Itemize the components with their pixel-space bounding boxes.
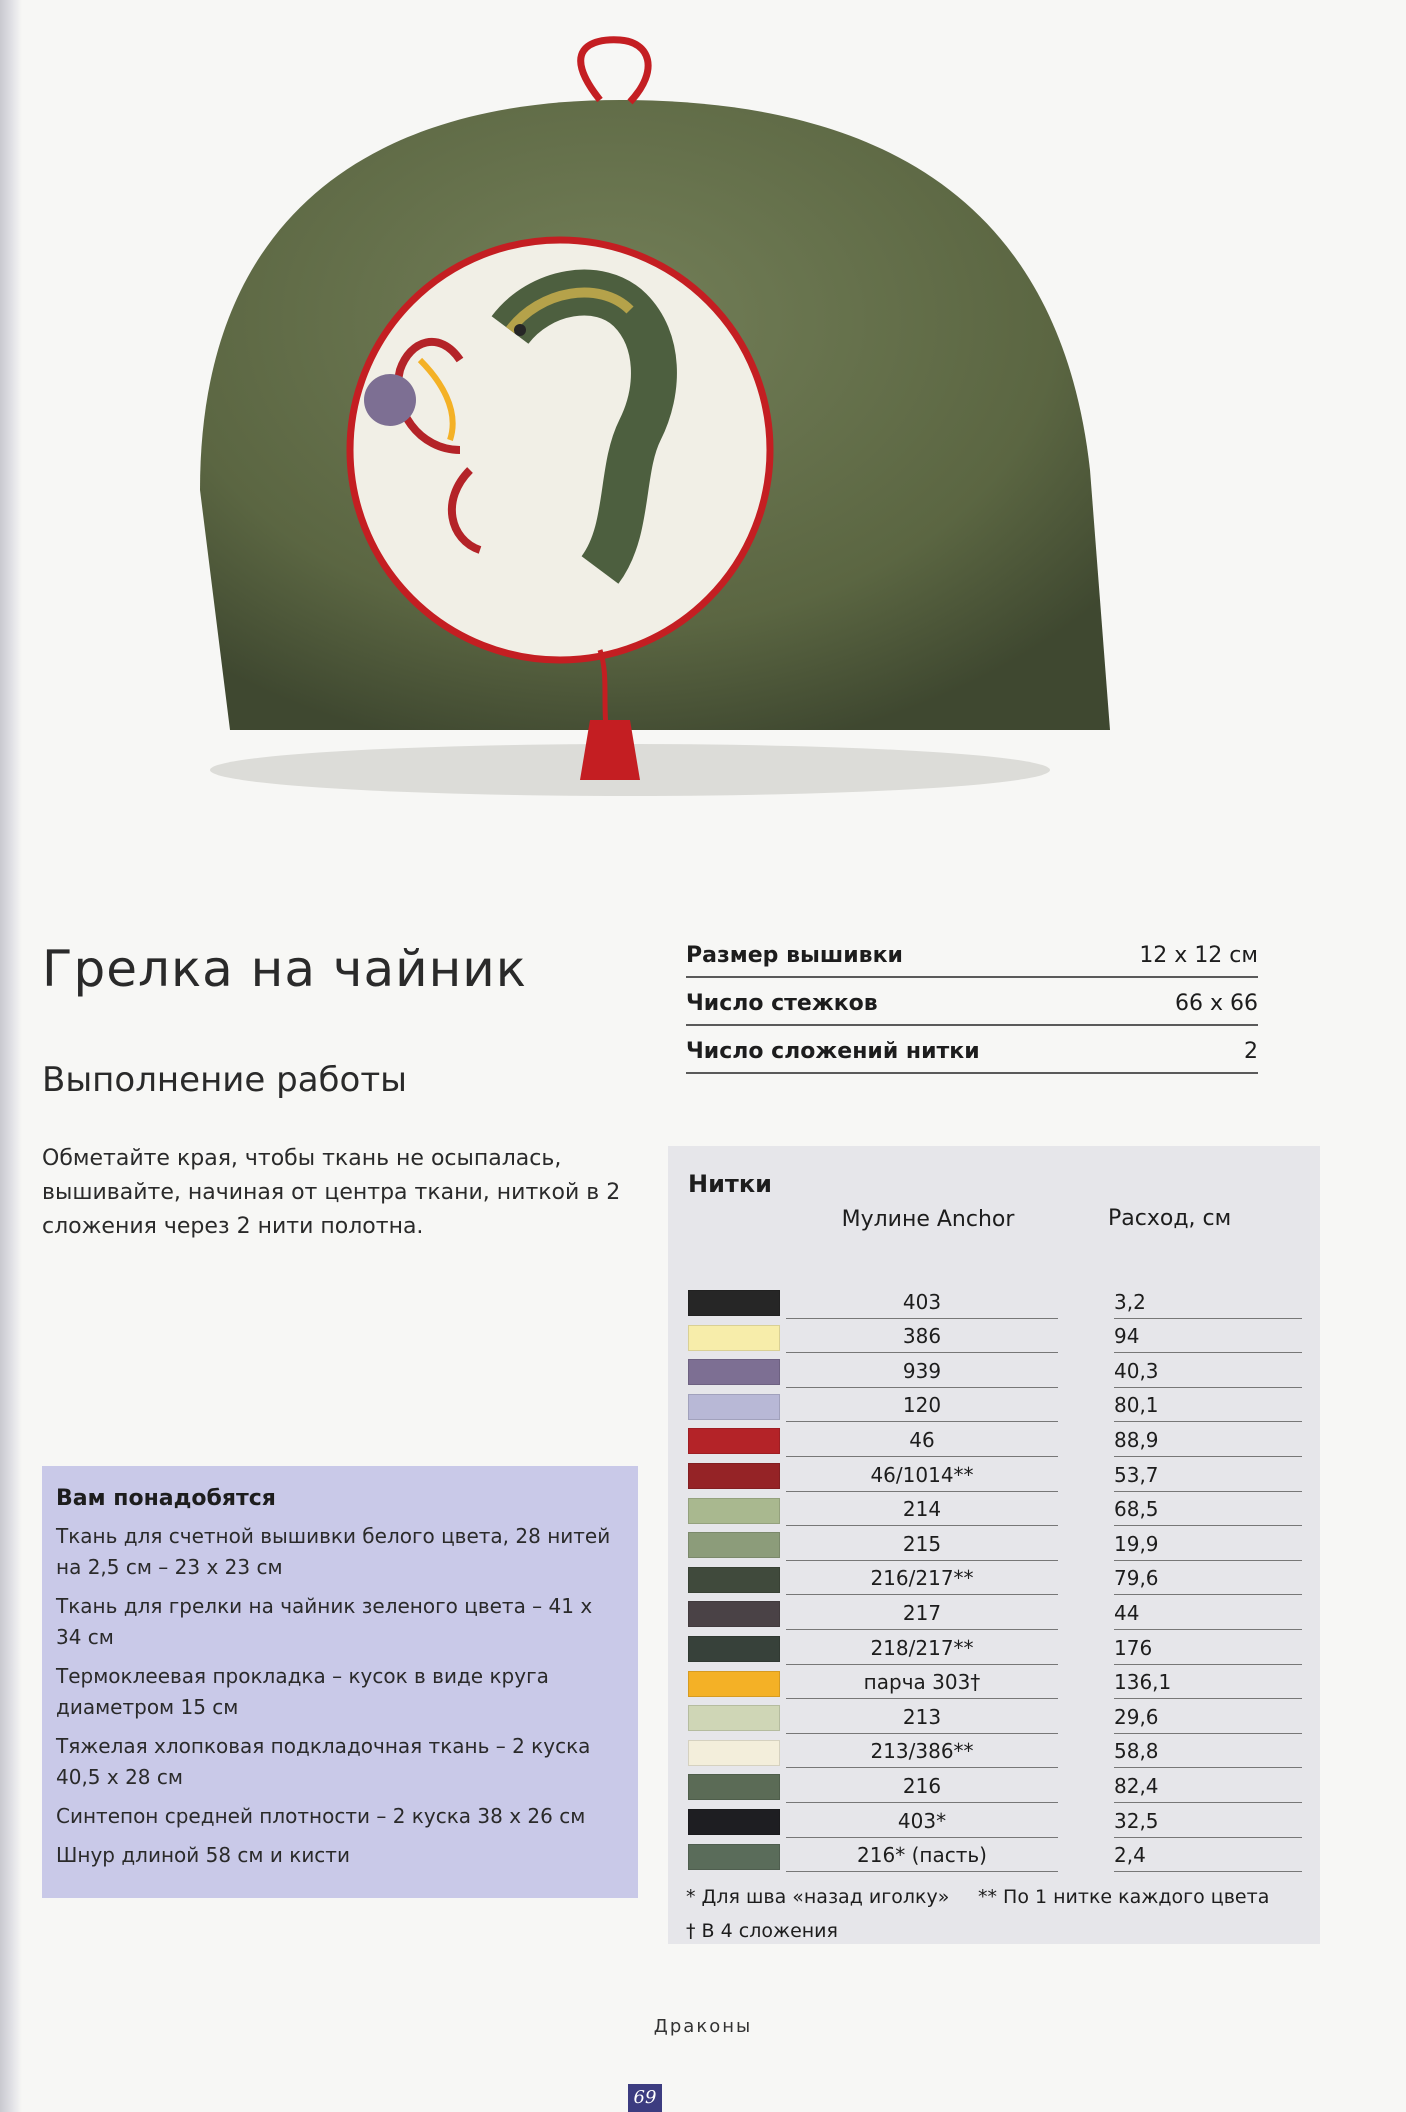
thread-amount: 58,8 [1114, 1733, 1302, 1768]
thread-code: 216 [786, 1768, 1058, 1803]
thread-amount: 44 [1114, 1595, 1302, 1630]
thread-amount: 80,1 [1114, 1387, 1302, 1422]
spec-value: 2 [1244, 1039, 1258, 1064]
color-swatch [688, 1532, 780, 1558]
color-swatch [688, 1774, 780, 1800]
thread-code: 213 [786, 1699, 1058, 1734]
color-swatch [688, 1844, 780, 1870]
tea-cozy-photo [160, 30, 1120, 810]
spec-label: Размер вышивки [686, 943, 903, 968]
instructions-text: Обметайте края, чтобы ткань не осыпалась, вышивайте, начиная от центра ткани, ниткой в 2 сложения через 2 нити полотна. [42, 1146, 621, 1239]
list-item: Ткань для грелки на чайник зеленого цвета – 41 x 34 см [56, 1594, 593, 1649]
list-item: Шнур длиной 58 см и кисти [56, 1843, 350, 1867]
table-row [668, 1422, 1320, 1457]
thread-code: 214 [786, 1491, 1058, 1526]
color-swatch [688, 1325, 780, 1351]
list-item: Тяжелая хлопковая подкладочная ткань – 2 куска 40,5 x 28 см [56, 1734, 591, 1789]
thread-amount: 136,1 [1114, 1664, 1302, 1699]
page-number: 69 [628, 2084, 662, 2112]
footnote: † В 4 сложения [686, 1920, 838, 1943]
footnote: * Для шва «назад иголку» [686, 1886, 950, 1909]
spec-label: Число сложений нитки [686, 1039, 980, 1064]
color-swatch [688, 1601, 780, 1627]
threads-heading: Нитки [688, 1170, 772, 1198]
threads-header [668, 1198, 1320, 1284]
color-swatch [688, 1463, 780, 1489]
thread-amount: 40,3 [1114, 1353, 1302, 1388]
table-row [668, 1457, 1320, 1492]
thread-code: 217 [786, 1595, 1058, 1630]
thread-amount: 19,9 [1114, 1526, 1302, 1561]
color-swatch [688, 1394, 780, 1420]
thread-amount: 2,4 [1114, 1837, 1302, 1872]
color-swatch [688, 1671, 780, 1697]
column-header-amount: Расход, см [1108, 1206, 1232, 1231]
spec-row [686, 930, 1258, 978]
table-row [668, 1353, 1320, 1388]
thread-code: 46 [786, 1422, 1058, 1457]
table-row [668, 1803, 1320, 1838]
table-row [668, 1838, 1320, 1873]
thread-code: 46/1014** [786, 1457, 1058, 1492]
color-swatch [688, 1290, 780, 1316]
color-swatch [688, 1809, 780, 1835]
table-row [668, 1699, 1320, 1734]
thread-code: 403* [786, 1803, 1058, 1838]
color-swatch [688, 1428, 780, 1454]
thread-amount: 68,5 [1114, 1491, 1302, 1526]
thread-code: 939 [786, 1353, 1058, 1388]
thread-amount: 79,6 [1114, 1560, 1302, 1595]
page-title: Грелка на чайник [42, 940, 527, 998]
table-row [668, 1734, 1320, 1769]
thread-amount: 29,6 [1114, 1699, 1302, 1734]
materials-box [42, 1466, 638, 1898]
color-swatch [688, 1636, 780, 1662]
thread-amount: 32,5 [1114, 1803, 1302, 1838]
table-row [668, 1492, 1320, 1527]
chapter-name: Драконы [653, 2016, 753, 2037]
color-swatch [688, 1359, 780, 1385]
thread-code: 403 [786, 1284, 1058, 1319]
list-item: Ткань для счетной вышивки белого цвета, 28 нитей на 2,5 см – 23 x 23 см [56, 1524, 611, 1579]
spec-row [686, 978, 1258, 1026]
table-row [668, 1630, 1320, 1665]
table-row [668, 1561, 1320, 1596]
threads-footnotes [686, 1880, 1320, 1948]
color-swatch [688, 1567, 780, 1593]
column-header-code: Мулине Anchor [841, 1207, 1015, 1232]
thread-rows [668, 1284, 1320, 1872]
book-spine-shadow [0, 0, 22, 2112]
section-heading: Выполнение работы [42, 1060, 407, 1100]
table-row [668, 1665, 1320, 1700]
spec-row [686, 1026, 1258, 1074]
thread-amount: 53,7 [1114, 1457, 1302, 1492]
thread-code: 218/217** [786, 1630, 1058, 1665]
table-row [668, 1284, 1320, 1319]
thread-code: парча 303† [786, 1664, 1058, 1699]
thread-amount: 88,9 [1114, 1422, 1302, 1457]
hanging-loop [581, 40, 648, 102]
list-item: Синтепон средней плотности – 2 куска 38 x 26 см [56, 1804, 586, 1828]
thread-code: 120 [786, 1387, 1058, 1422]
thread-code: 386 [786, 1318, 1058, 1353]
table-row [668, 1768, 1320, 1803]
thread-code: 215 [786, 1526, 1058, 1561]
spec-label: Число стежков [686, 991, 878, 1016]
thread-code: 213/386** [786, 1733, 1058, 1768]
table-row [668, 1388, 1320, 1423]
thread-amount: 176 [1114, 1630, 1302, 1665]
thread-code: 216* (пасть) [786, 1837, 1058, 1872]
specs-table [686, 930, 1258, 1074]
table-row [668, 1319, 1320, 1354]
color-swatch [688, 1705, 780, 1731]
color-swatch [688, 1740, 780, 1766]
footnote: ** По 1 нитке каждого цвета [978, 1886, 1270, 1909]
thread-code: 216/217** [786, 1560, 1058, 1595]
spec-value: 12 x 12 см [1139, 943, 1258, 968]
table-row [668, 1526, 1320, 1561]
thread-amount: 3,2 [1114, 1284, 1302, 1319]
materials-list [56, 1521, 614, 1871]
color-swatch [688, 1498, 780, 1524]
table-row [668, 1595, 1320, 1630]
thread-amount: 82,4 [1114, 1768, 1302, 1803]
list-item: Термоклеевая прокладка – кусок в виде круга диаметром 15 см [56, 1664, 549, 1719]
thread-amount: 94 [1114, 1318, 1302, 1353]
spec-value: 66 x 66 [1175, 991, 1258, 1016]
materials-heading: Вам понадобятся [56, 1486, 276, 1511]
threads-table [668, 1146, 1320, 1944]
